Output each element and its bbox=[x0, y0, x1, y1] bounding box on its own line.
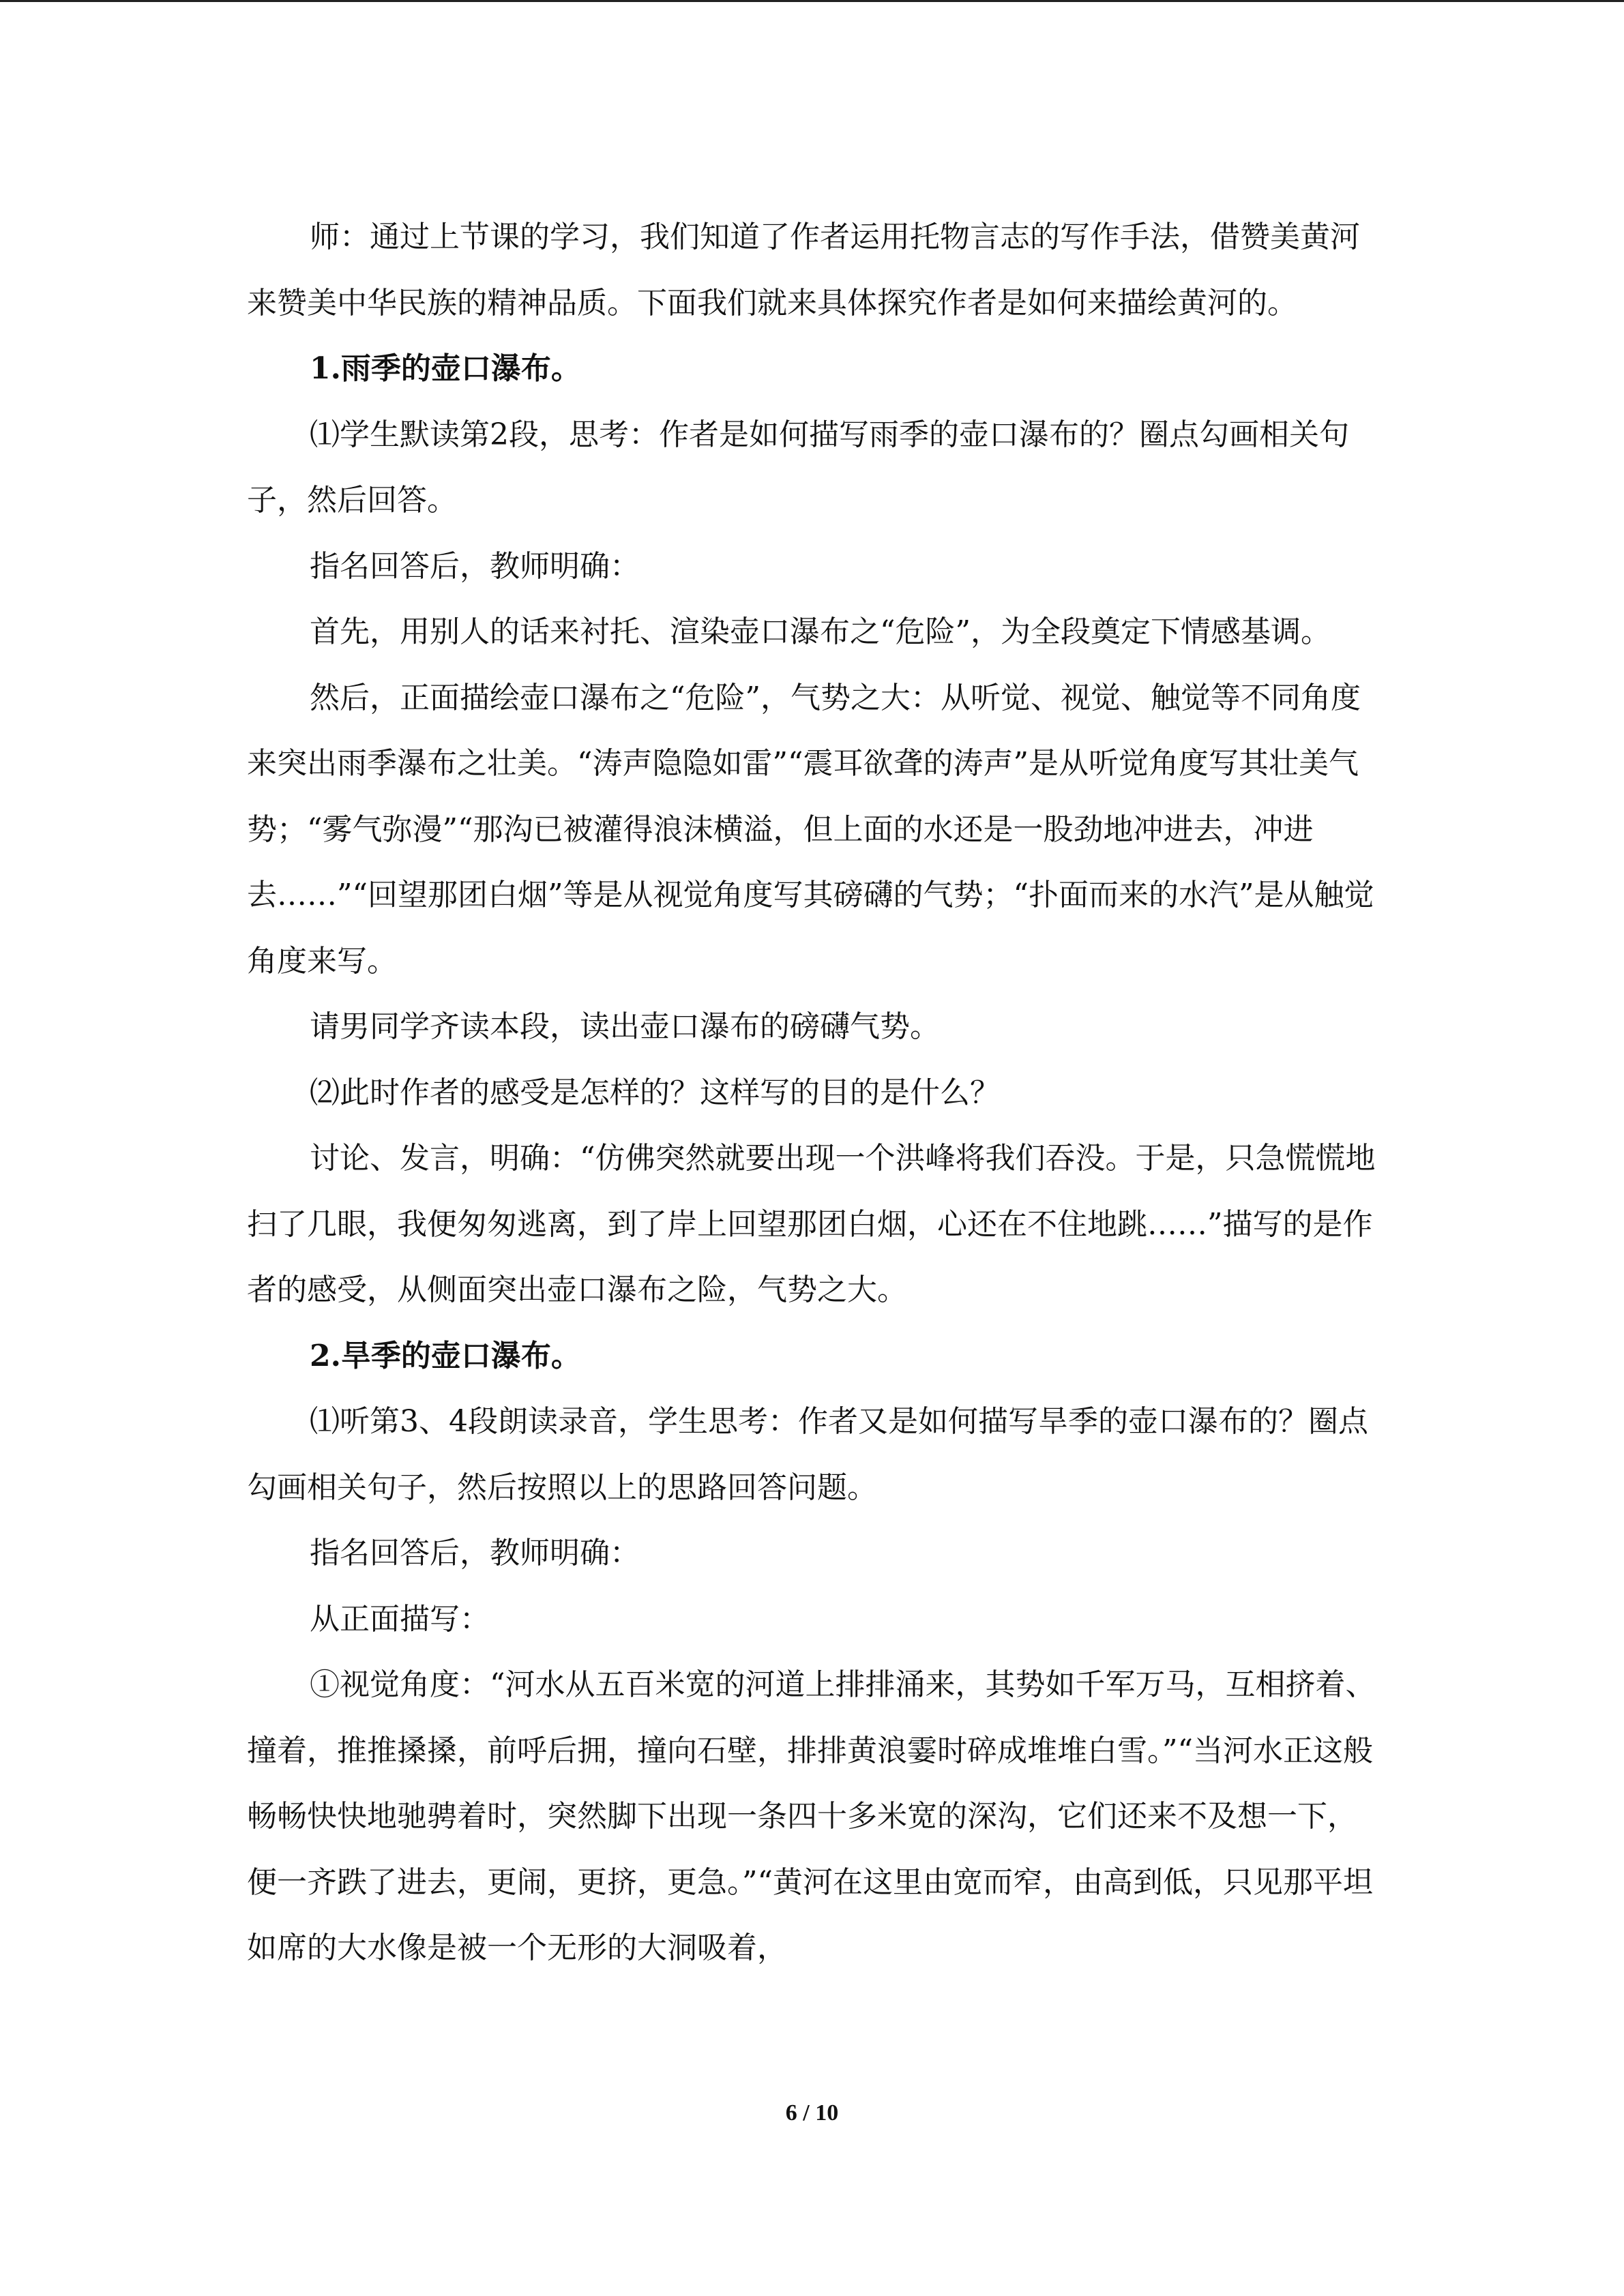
paragraph: 讨论、发言，明确：“仿佛突然就要出现一个洪峰将我们吞没。于是，只急慌慌地扫了几眼，我便匆匆逃离，到了岸上回望那团白烟，心还在不住地跳……”描写的是作者的感受，从侧面突出壶口瀑布之险，气势之大。 bbox=[247, 1141, 1376, 1307]
paragraph: 指名回答后，教师明确： bbox=[310, 1536, 640, 1570]
paragraph: 从正面描写： bbox=[310, 1601, 490, 1637]
paragraph: ①视觉角度：“河水从五百米宽的河道上排排涌来，其势如千军万马，互相挤着、撞着，推推搡搡，前呼后拥，撞向石壁，排排黄浪霎时碎成堆堆白雪。”“当河水正这般畅畅快快地驰骋着时，突然脚下出现一条四十多米宽的深沟，它们还来不及想一下，便一齐跌了进去，更闹，更挤，更急。”“黄河在这里由宽而窄，由高到低，只见那平坦如席的大水像是被一个无形的大洞吸着， bbox=[247, 1667, 1376, 1965]
section-heading: 2.旱季的壶口瀑布。 bbox=[310, 1338, 581, 1373]
top-border-line bbox=[0, 0, 1624, 2]
page-number: 6 / 10 bbox=[785, 2100, 839, 2126]
paragraph: ⑵此时作者的感受是怎样的？这样写的目的是什么？ bbox=[310, 1075, 1000, 1110]
paragraph: 指名回答后，教师明确： bbox=[310, 548, 640, 584]
paragraph: ⑴学生默读第2段，思考：作者是如何描写雨季的壶口瀑布的？圈点勾画相关句子，然后回答。 bbox=[247, 417, 1349, 518]
paragraph: ⑴听第3、4段朗读录音，学生思考：作者又是如何描写旱季的壶口瀑布的？圈点勾画相关句子，然后按照以上的思路回答问题。 bbox=[247, 1404, 1368, 1505]
section-heading: 1.雨季的壶口瀑布。 bbox=[310, 351, 581, 386]
paragraph: 然后，正面描绘壶口瀑布之“危险”，气势之大：从听觉、视觉、触觉等不同角度来突出雨季瀑布之壮美。“涛声隐隐如雷”“震耳欲聋的涛声”是从听觉角度写其壮美气势；“雾气弥漫”“那沟已被灌得浪沫横溢，但上面的水还是一股劲地冲进去，冲进去……”“回望那团白烟”等是从视觉角度写其磅礴的气势；“扑面而来的水汽”是从触觉角度来写。 bbox=[247, 680, 1374, 979]
paragraph: 师：通过上节课的学习，我们知道了作者运用托物言志的写作手法，借赞美黄河来赞美中华民族的精神品质。下面我们就来具体探究作者是如何来描绘黄河的。 bbox=[247, 220, 1360, 320]
paragraph: 请男同学齐读本段，读出壶口瀑布的磅礴气势。 bbox=[310, 1009, 940, 1044]
document-body bbox=[247, 205, 1379, 1982]
paragraph: 首先，用别人的话来衬托、渲染壶口瀑布之“危险”，为全段奠定下情感基调。 bbox=[310, 614, 1331, 649]
